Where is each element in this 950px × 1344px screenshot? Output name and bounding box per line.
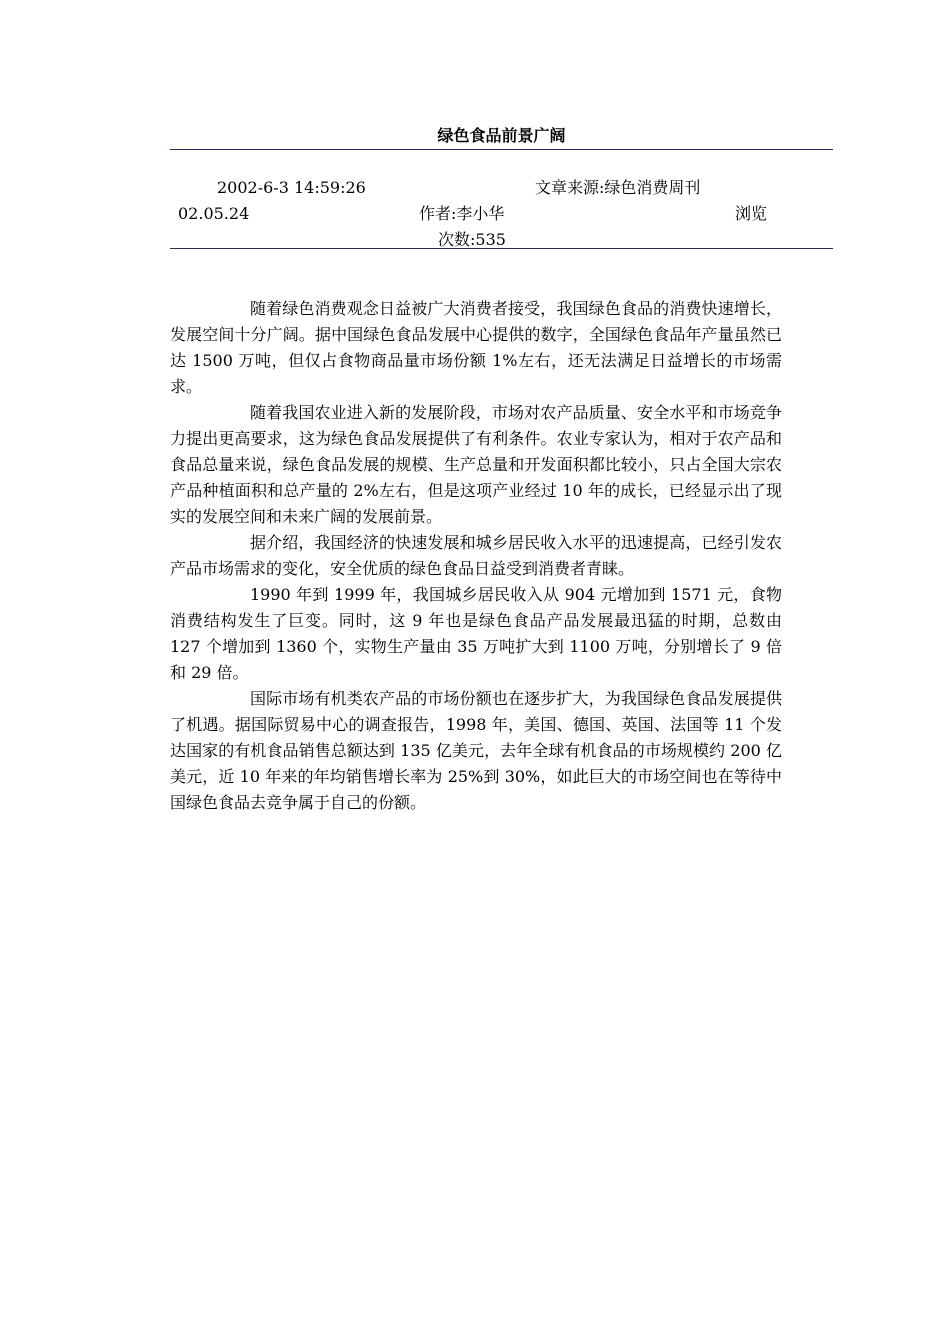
article-author: 作者:李小华 bbox=[419, 204, 505, 223]
article-issue: 02.05.24 bbox=[178, 204, 250, 223]
article-paragraph: 1990 年到 1999 年，我国城乡居民收入从 904 元增加到 1571 元，食物消费结构发生了巨变。同时，这 9 年也是绿色食品产品发展最迅猛的时期，总数由 127 个增加到 1360 个，实物生产量由 35 万吨扩大到 1100 万吨，分别增长了 9 倍和 29 倍。 bbox=[170, 585, 782, 682]
article-body bbox=[170, 296, 782, 816]
title-divider bbox=[170, 149, 833, 150]
article-paragraph: 随着我国农业进入新的发展阶段，市场对农产品质量、安全水平和市场竞争力提出更高要求，这为绿色食品发展提供了有利条件。农业专家认为，相对于农产品和食品总量来说，绿色食品发展的规模、生产总量和开发面积都比较小，只占全国大宗农产品种植面积和总产量的 2%左右，但是这项产业经过 10 年的成长，已经显示出了现实的发展空间和未来广阔的发展前景。 bbox=[170, 403, 782, 526]
meta-divider bbox=[170, 248, 833, 249]
article-datetime: 2002-6-3 14:59:26 bbox=[217, 178, 366, 197]
article-paragraph: 国际市场有机类农产品的市场份额也在逐步扩大，为我国绿色食品发展提供了机遇。据国际贸易中心的调查报告，1998 年，美国、德国、英国、法国等 11 个发达国家的有机食品销售总额达到 135 亿美元，去年全球有机食品的市场规模约 200 亿美元，近 10 年来的年均销售增长率为 25%到 30%，如此巨大的市场空间也在等待中国绿色食品去竞争属于自己的份额。 bbox=[170, 689, 782, 812]
article-paragraph: 随着绿色消费观念日益被广大消费者接受，我国绿色食品的消费快速增长，发展空间十分广阔。据中国绿色食品发展中心提供的数字，全国绿色食品年产量虽然已达 1500 万吨，但仅占食物商品量市场份额 1%左右，还无法满足日益增长的市场需求。 bbox=[170, 299, 782, 396]
article-title: 绿色食品前景广阔 bbox=[437, 126, 566, 145]
article-views-label: 浏览 bbox=[735, 204, 768, 223]
article-views-count: 次数:535 bbox=[438, 230, 506, 249]
article-source: 文章来源:绿色消费周刊 bbox=[535, 178, 701, 197]
article-paragraph: 据介绍，我国经济的快速发展和城乡居民收入水平的迅速提高，已经引发农产品市场需求的变化，安全优质的绿色食品日益受到消费者青睐。 bbox=[170, 533, 782, 578]
